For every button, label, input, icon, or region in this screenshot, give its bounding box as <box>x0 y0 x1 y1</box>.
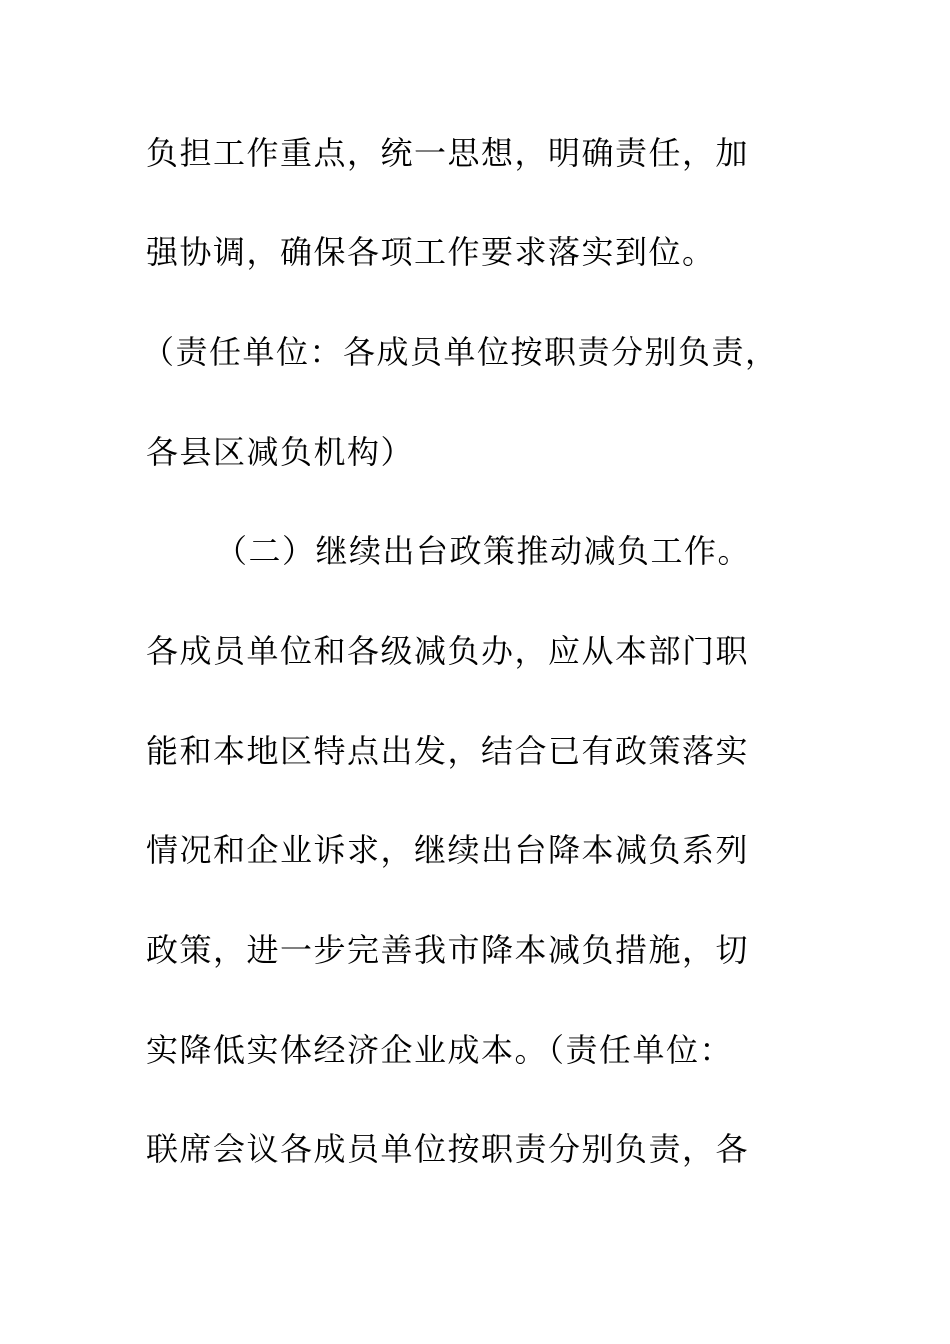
section-heading: （二）继续出台政策推动减负工作。 <box>215 532 752 570</box>
body-text-line: 各县区减负机构） <box>146 433 415 471</box>
body-text-line: 强协调，确保各项工作要求落实到位。 <box>146 233 716 271</box>
body-text-line: 联席会议各成员单位按职责分别负责，各 <box>146 1130 750 1168</box>
body-text-line: 各成员单位和各级减负办，应从本部门职 <box>146 632 750 670</box>
body-text-line: 情况和企业诉求，继续出台降本减负系列 <box>146 831 750 869</box>
body-text-line: 负担工作重点，统一思想，明确责任，加 <box>146 134 750 172</box>
body-text-line: 政策，进一步完善我市降本减负措施，切 <box>146 931 750 969</box>
body-text-line: （责任单位：各成员单位按职责分别负责， <box>142 333 779 371</box>
body-text-line: 实降低实体经济企业成本。（责任单位： <box>146 1031 734 1069</box>
body-text-line: 能和本地区特点出发，结合已有政策落实 <box>146 732 750 770</box>
